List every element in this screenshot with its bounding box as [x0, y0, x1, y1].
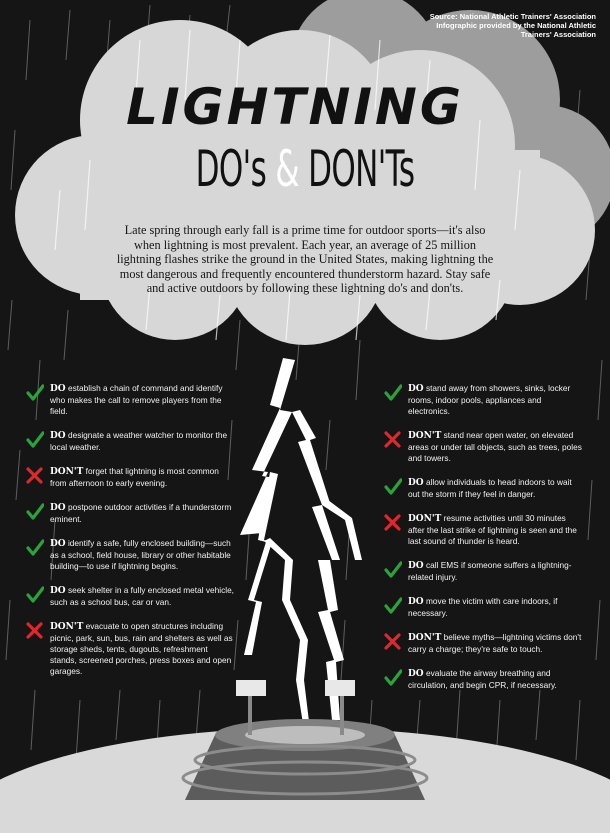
- source-line: Infographic provided by the National Athletic: [436, 21, 596, 30]
- item-keyword: DON'T: [408, 431, 442, 441]
- item-text: forget that lightning is most common from afternoon to early evening.: [50, 466, 219, 488]
- item-keyword: DO: [50, 384, 66, 394]
- item-text: call EMS if someone suffers a lightning-related injury.: [408, 560, 572, 582]
- item-keyword: DO: [408, 384, 424, 394]
- right-column: [384, 383, 584, 704]
- check-icon: [26, 539, 44, 557]
- x-icon: [384, 514, 402, 532]
- x-icon: [384, 431, 402, 449]
- intro-paragraph: Late spring through early fall is a prime time for outdoor sports—it's also when lightning is most prevalent. Each year, an average of 25 million lightning flashes strike the ground in the United States, making lightning the most dangerous and frequently encountered thunderstorm hazard. Stay safe and active outdoors by following these lightning do's and don'ts.: [116, 223, 494, 295]
- item-text: designate a weather watcher to monitor the local weather.: [50, 430, 228, 452]
- do-item: [384, 668, 584, 691]
- source-line: Source: National Athletic Trainers' Association: [429, 12, 596, 21]
- item-keyword: DO: [50, 431, 66, 441]
- do-item: [26, 502, 234, 525]
- item-text: identify a safe, fully enclosed building—such as a school, field house, library or other habitable building—to use if lightning begins.: [50, 538, 231, 571]
- do-item: [26, 383, 234, 417]
- do-item: [26, 430, 234, 453]
- check-icon: [26, 503, 44, 521]
- dont-item: [26, 621, 234, 677]
- dont-item: [384, 513, 584, 547]
- item-text: allow individuals to head indoors to wait out the storm if they feel in danger.: [408, 477, 572, 499]
- item-keyword: DO: [408, 669, 424, 679]
- poster-title: LIGHTNING: [126, 78, 464, 136]
- poster-subtitle: [190, 140, 419, 198]
- item-keyword: DON'T: [50, 622, 84, 632]
- check-icon: [26, 384, 44, 402]
- item-keyword: DO: [50, 503, 66, 513]
- do-item: [26, 538, 234, 572]
- do-item: [384, 477, 584, 500]
- x-icon: [26, 467, 44, 485]
- check-icon: [384, 478, 402, 496]
- do-item: [384, 560, 584, 583]
- item-keyword: DON'T: [408, 514, 442, 524]
- check-icon: [384, 384, 402, 402]
- item-text: establish a chain of command and identify who makes the call to remove players from the field.: [50, 383, 223, 416]
- item-text: stand near open water, on elevated areas or under tall objects, such as trees, poles and towers.: [408, 430, 582, 463]
- check-icon: [384, 669, 402, 687]
- do-item: [384, 383, 584, 417]
- item-keyword: DO: [408, 478, 424, 488]
- dont-item: [384, 632, 584, 655]
- subtitle-ampersand: &: [275, 140, 299, 198]
- item-text: believe myths—lightning victims don't carry a charge; they're safe to touch.: [408, 632, 582, 654]
- item-keyword: DO: [408, 561, 424, 571]
- check-icon: [384, 561, 402, 579]
- item-text: seek shelter in a fully enclosed metal vehicle, such as a school bus, car or van.: [50, 585, 234, 607]
- check-icon: [384, 597, 402, 615]
- do-item: [384, 596, 584, 619]
- item-text: stand away from showers, sinks, locker rooms, indoor pools, appliances and electronics.: [408, 383, 571, 416]
- x-icon: [26, 622, 44, 640]
- item-keyword: DON'T: [50, 467, 84, 477]
- item-keyword: DO: [408, 597, 424, 607]
- item-text: evacuate to open structures including picnic, park, sun, bus, rain and shelters as well as storage sheds, tents, dugouts, refreshment stands, screened porches, press boxes and open garages.: [50, 621, 233, 676]
- item-keyword: DO: [50, 586, 66, 596]
- dont-item: [384, 430, 584, 464]
- subtitle-donts: DON'Ts: [298, 140, 415, 198]
- source-line: Trainers' Association: [520, 30, 596, 39]
- item-text: move the victim with care indoors, if necessary.: [408, 596, 558, 618]
- check-icon: [26, 586, 44, 604]
- dont-item: [26, 466, 234, 489]
- source-credit: [396, 12, 596, 39]
- check-icon: [26, 431, 44, 449]
- item-keyword: DON'T: [408, 633, 442, 643]
- item-text: evaluate the airway breathing and circulation, and begin CPR, if necessary.: [408, 668, 557, 690]
- item-keyword: DO: [50, 539, 66, 549]
- x-icon: [384, 633, 402, 651]
- left-column: [26, 383, 234, 690]
- subtitle-dos: DO's: [195, 140, 276, 198]
- do-item: [26, 585, 234, 608]
- item-text: postpone outdoor activities if a thunderstorm eminent.: [50, 502, 232, 524]
- item-text: resume activities until 30 minutes after the last strike of lightning is seen and the last sound of thunder is heard.: [408, 513, 577, 546]
